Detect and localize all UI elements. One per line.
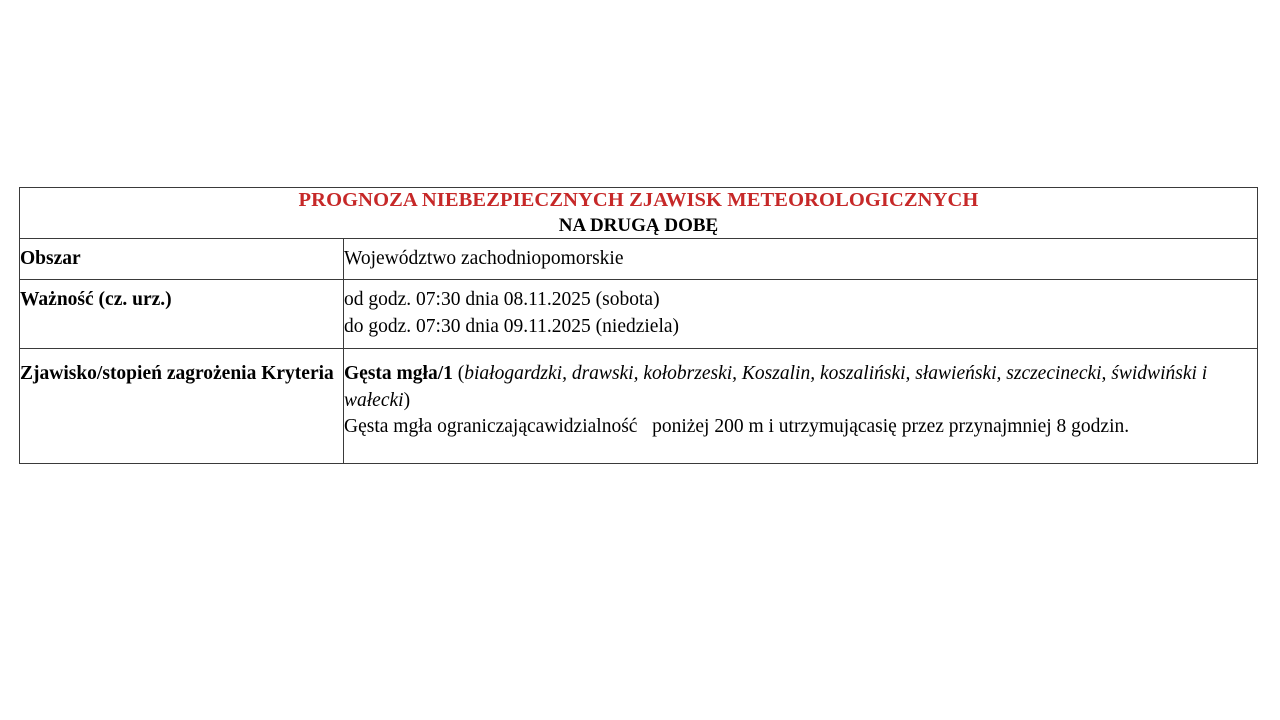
page-title: PROGNOZA NIEBEZPIECZNYCH ZJAWISK METEOROLOGICZNYCH xyxy=(298,189,979,211)
phenomenon-criteria: Gęsta mgła ograniczającawidzialność poniżej 200 m i utrzymującasię przez przynajmniej 8 godzin. xyxy=(344,416,1130,438)
area-value-cell xyxy=(344,238,1258,280)
area-label: Obszar xyxy=(20,238,344,280)
validity-start: od godz. 07:30 dnia 08.11.2025 (sobota) xyxy=(344,289,660,311)
validity-label: Ważność (cz. urz.) xyxy=(20,280,344,349)
phenomenon-description xyxy=(344,363,1207,411)
weather-warning-table xyxy=(19,187,1258,464)
page-subtitle: NA DRUGĄ DOBĘ xyxy=(558,215,719,236)
table-row-phenomenon xyxy=(20,349,1258,464)
table-row-area xyxy=(20,238,1258,280)
phenomenon-districts: białogardzki, drawski, kołobrzeski, Koszalin, koszaliński, sławieński, szczecinecki, świdwiński i wałecki xyxy=(344,363,1208,411)
phenomenon-value-cell xyxy=(344,349,1258,464)
phenomenon-name: Gęsta mgła/1 xyxy=(344,363,453,385)
phenomenon-label-line-2: Kryteria xyxy=(261,363,334,385)
area-value: Województwo zachodniopomorskie xyxy=(344,247,624,269)
phenomenon-label-cell xyxy=(20,349,344,464)
table-row-validity xyxy=(20,280,1258,349)
phenomenon-paren-open: ( xyxy=(452,363,465,385)
phenomenon-label-line-1: Zjawisko/stopień zagrożenia xyxy=(20,363,257,385)
validity-end: do godz. 07:30 dnia 09.11.2025 (niedziela) xyxy=(344,315,680,337)
phenomenon-paren-close: ) xyxy=(403,389,411,411)
validity-value-cell xyxy=(344,280,1258,349)
document-title-cell xyxy=(20,188,1258,239)
table-header-row xyxy=(20,188,1258,239)
